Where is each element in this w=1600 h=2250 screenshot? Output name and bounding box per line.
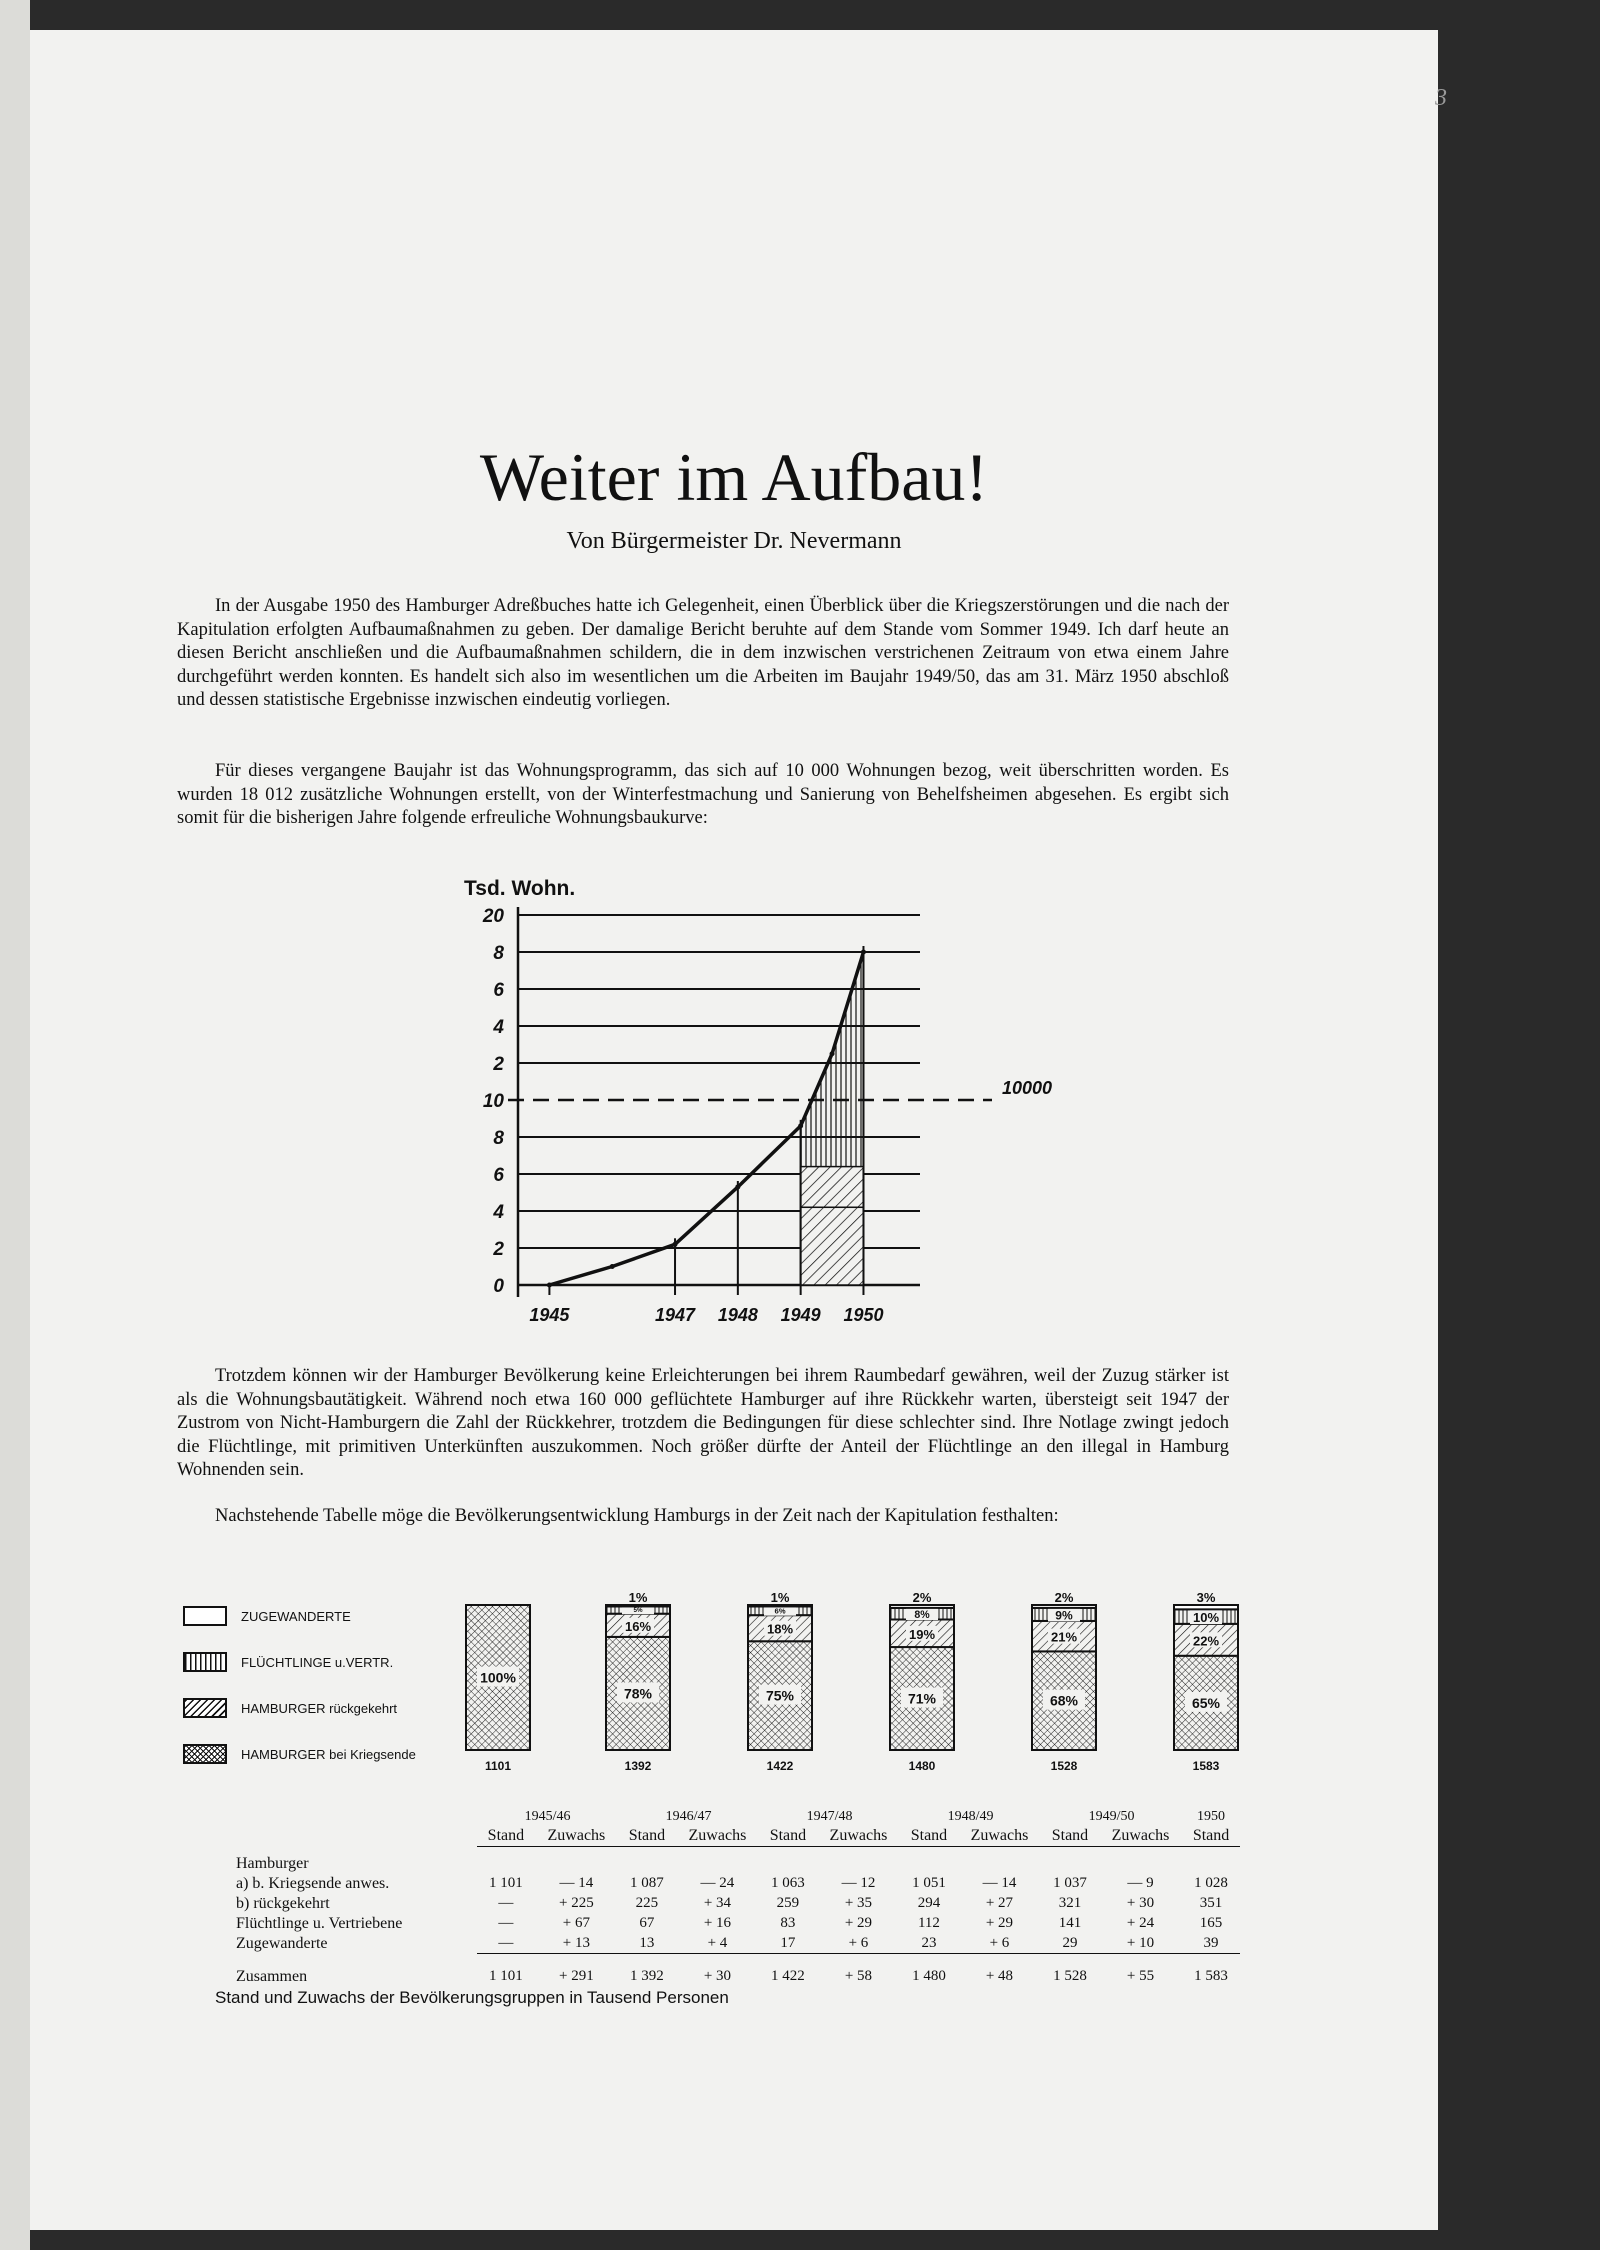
table-cell: 83 [780, 1915, 796, 1931]
table-cell: 141 [1058, 1915, 1082, 1931]
legend-swatch [183, 1744, 227, 1764]
bar-value-label: 22% [1192, 1633, 1220, 1649]
row-label: Zugewanderte [236, 1934, 328, 1952]
bar-value-label: 21% [1050, 1629, 1078, 1645]
table-cell: + 48 [958, 1954, 1041, 1987]
column-header-stand: Stand [477, 1826, 535, 1847]
period-year: 1947/48 [806, 1809, 853, 1824]
table-cell: 17 [780, 1934, 796, 1951]
table-cell: 1 087 [630, 1875, 664, 1891]
table-cell: + 13 [562, 1934, 591, 1951]
bar-value-label: 71% [907, 1690, 937, 1707]
table-row [230, 1847, 1240, 1874]
table-corner [230, 1808, 477, 1826]
table-cell: 1 051 [912, 1875, 946, 1891]
bar-value-label: 78% [623, 1685, 653, 1702]
bar-value-label: 6% [774, 1606, 786, 1616]
bar-category-label: 1392 [624, 1759, 652, 1773]
bar-value-label: 1% [770, 1590, 790, 1605]
table-row [230, 1874, 1240, 1894]
table-cell: + 4 [707, 1934, 728, 1951]
table-cell: + 291 [535, 1954, 618, 1987]
table-cell: + 30 [1126, 1895, 1155, 1911]
table-cell: + 27 [985, 1895, 1014, 1911]
y-tick-label: 6 [493, 1165, 504, 1186]
bar-value-label: 5% [633, 1607, 643, 1615]
table-cell: 39 [1203, 1934, 1219, 1951]
bar-value-label: 68% [1049, 1692, 1079, 1709]
article-byline: Von Bürgermeister Dr. Nevermann [566, 528, 902, 554]
paragraph-2: Für dieses vergangene Baujahr ist das Wohnungsprogramm, das sich auf 10 000 Wohnungen bezog, weit überschritten worden. Es wurden 18 012 zusätzliche Wohnungen erstellt, von der Winterfestmachung und Sanierung von Behelfsheimen abgesehen. Es ergibt sich somit für die bisherigen Jahre folgende erfreuliche Wohnungsbaukurve: [177, 761, 1229, 828]
table-cell: + 29 [985, 1915, 1014, 1931]
bar-value-label: 8% [914, 1609, 930, 1621]
period-year: 1945/46 [524, 1809, 571, 1824]
table-cell: + 34 [703, 1895, 732, 1911]
legend-label: HAMBURGER bei Kriegsende [241, 1746, 416, 1762]
table-cell: 13 [639, 1934, 655, 1951]
table-cell: + 24 [1126, 1915, 1155, 1931]
bar-value-label: 16% [624, 1618, 652, 1634]
column-header-zuwachs: Zuwachs [676, 1826, 759, 1847]
table-cell: 1 037 [1053, 1875, 1087, 1891]
data-point [673, 1242, 678, 1247]
table-cell: 1 101 [489, 1875, 523, 1891]
table-cell: 1 101 [477, 1954, 535, 1987]
y-tick-label: 2 [493, 1239, 504, 1260]
x-tick-label: 1947 [655, 1305, 696, 1325]
table-cell: 67 [639, 1915, 655, 1931]
data-point [830, 1051, 835, 1056]
table-cell: + 225 [559, 1895, 594, 1911]
period-year: 1950 [1197, 1809, 1226, 1824]
table-header-columns [230, 1826, 1240, 1847]
period-year: 1949/50 [1088, 1809, 1135, 1824]
column-header-zuwachs: Zuwachs [817, 1826, 900, 1847]
bar-value-label: 1% [628, 1590, 648, 1605]
table-cell: — [498, 1934, 514, 1951]
row-label: b) rückgekehrt [236, 1894, 330, 1912]
y-tick-label: 6 [493, 980, 504, 1001]
article-title: Weiter im Aufbau! [479, 439, 989, 515]
table-cell: 1 063 [771, 1875, 805, 1891]
bar-value-label: 3% [1196, 1590, 1216, 1605]
legend-label: FLÜCHTLINGE u.VERTR. [241, 1654, 394, 1670]
y-tick-label: 10 [482, 1091, 504, 1112]
table-cell: + 58 [817, 1954, 900, 1987]
bar-segment [606, 1605, 670, 1606]
legend-swatch [183, 1698, 227, 1718]
column-header-zuwachs: Zuwachs [1099, 1826, 1182, 1847]
bar-value-label: 65% [1191, 1694, 1221, 1711]
x-tick-label: 1945 [529, 1305, 570, 1325]
legend-item-kriegsende [183, 1731, 463, 1777]
x-tick-label: 1948 [717, 1305, 758, 1325]
bar-value-label: 10% [1192, 1610, 1220, 1626]
table-cell: 23 [921, 1934, 937, 1951]
reference-line-label: 10000 [1002, 1078, 1053, 1098]
data-point [735, 1184, 740, 1189]
table-cell: + 10 [1126, 1934, 1155, 1951]
paragraph-3: Trotzdem können wir der Hamburger Bevölkerung keine Erleichterungen bei ihrem Raumbedarf gewähren, weil der Zuzug stärker ist als die Wohnungsbautätigkeit. Während noch etwa 160 000 geflüchtete Hamburger auf ihre Rückkehr warten, übersteigt seit 1947 der Zustrom von Nicht-Hamburgern die Zahl der Rückkehrer, trotzdem die Bedingungen für diese schlechter sind. Ihre Notlage zwingt jedoch die Flüchtlinge, mit primitiven Unterkünften auszukommen. Noch größer dürfte der Anteil der Flüchtlinge an den illegal in Hamburg Wohnenden sein. [177, 1366, 1229, 1480]
legend-item-fluechtlinge [183, 1639, 463, 1685]
table-cell: 165 [1199, 1915, 1223, 1931]
bar-category-label: 1528 [1050, 1759, 1078, 1773]
table-cell: — [498, 1895, 514, 1911]
bar-value-label: 75% [765, 1687, 795, 1704]
table-cell: + 67 [562, 1915, 591, 1931]
legend-swatch [183, 1652, 227, 1672]
x-tick-label: 1949 [780, 1305, 821, 1325]
table-cell: — 14 [982, 1875, 1017, 1891]
document-page [30, 30, 1447, 2230]
table-cell: 321 [1058, 1895, 1082, 1911]
table-total-row [230, 1954, 1240, 1987]
y-tick-label: 20 [482, 906, 504, 927]
y-tick-label: 0 [493, 1276, 504, 1297]
table-cell: 112 [917, 1915, 940, 1931]
table-cell: 225 [635, 1895, 659, 1911]
table-cell: 351 [1199, 1895, 1223, 1911]
table-cell: + 6 [989, 1934, 1010, 1951]
table-cell: + 55 [1099, 1954, 1182, 1987]
table-cell: 259 [776, 1895, 800, 1911]
bar-value-label: 2% [912, 1590, 932, 1605]
table-cell: 1 028 [1194, 1875, 1228, 1891]
population-bar-chart [450, 1585, 1280, 1785]
column-header-zuwachs: Zuwachs [535, 1826, 618, 1847]
y-axis-title: Tsd. Wohn. [464, 877, 576, 900]
table-cell: 294 [917, 1895, 941, 1911]
bar-value-label: 9% [1055, 1608, 1073, 1623]
bar-segment [1174, 1605, 1238, 1609]
table-header-years [230, 1808, 1240, 1826]
table-cell: — [498, 1915, 514, 1931]
bar-segment [890, 1605, 954, 1608]
bar-value-label: 2% [1054, 1590, 1074, 1605]
table-cell: + 16 [703, 1915, 732, 1931]
table-row [230, 1914, 1240, 1934]
y-tick-label: 8 [493, 1128, 504, 1149]
table-cell: 1 480 [900, 1954, 958, 1987]
bar-category-label: 1583 [1192, 1759, 1220, 1773]
table-cell: + 35 [844, 1895, 873, 1911]
table-cell: + 6 [848, 1934, 869, 1951]
paragraph-1: In der Ausgabe 1950 des Hamburger Adreßbuches hatte ich Gelegenheit, einen Überblick über die Kriegszerstörungen und die nach der Kapitulation erfolgten Aufbaumaßnahmen zu geben. Der damalige Bericht beruhte auf dem Stande vom Sommer 1949. Ich darf heute an diesen Bericht anschließen und die Aufbaumaßnahmen schildern, die in dem inzwischen verstrichenen Zeitraum von etwa einem Jahre durchgeführt werden konnten. Es handelt sich also im wesentlichen um die Arbeiten im Baujahr 1949/50, das am 31. März 1950 abschloß und dessen statistische Ergebnisse inzwischen eindeutig vorliegen. [177, 596, 1229, 710]
x-tick-label: 1950 [843, 1305, 884, 1325]
population-legend [183, 1593, 463, 1777]
period-year: 1946/47 [665, 1809, 712, 1824]
table-row [230, 1894, 1240, 1914]
column-header-zuwachs: Zuwachs [958, 1826, 1041, 1847]
column-header-stand: Stand [759, 1826, 817, 1847]
y-tick-label: 2 [493, 1054, 504, 1075]
legend-label: HAMBURGER rückgekehrt [241, 1700, 398, 1716]
table-cell: + 29 [844, 1915, 873, 1931]
bar-value-label: 18% [766, 1621, 794, 1637]
table-cell: 29 [1062, 1934, 1078, 1951]
row-label: a) b. Kriegsende anwes. [236, 1874, 390, 1892]
table-caption: Stand und Zuwachs der Bevölkerungsgruppen in Tausend Personen [215, 1988, 729, 2007]
y-tick-label: 4 [493, 1202, 504, 1223]
housing-curve-chart [430, 865, 1070, 1335]
table-cell: — 24 [700, 1875, 735, 1891]
table-row [230, 1934, 1240, 1954]
bar-value-label: 100% [480, 1669, 516, 1686]
bar-segment [1032, 1605, 1096, 1608]
y-tick-label: 4 [493, 1017, 504, 1038]
y-tick-label: 8 [493, 943, 504, 964]
column-header-stand: Stand [900, 1826, 958, 1847]
table-cell: — 9 [1127, 1875, 1154, 1891]
group-label: Hamburger [236, 1854, 309, 1872]
legend-item-rueckgekehrt [183, 1685, 463, 1731]
bar-segment [748, 1605, 812, 1606]
data-point [798, 1123, 803, 1128]
population-table [230, 1808, 1240, 1987]
legend-swatch [183, 1606, 227, 1626]
bar-category-label: 1422 [766, 1759, 794, 1773]
table-cell: 1 528 [1041, 1954, 1099, 1987]
table-cell: 1 583 [1182, 1954, 1240, 1987]
table-body [230, 1847, 1240, 1987]
paragraph-4: Nachstehende Tabelle möge die Bevölkerungsentwicklung Hamburgs in der Zeit nach der Kapitulation festhalten: [215, 1506, 1059, 1526]
table-cell: + 30 [676, 1954, 759, 1987]
bar-category-label: 1101 [484, 1759, 512, 1773]
table-cell: — 14 [559, 1875, 594, 1891]
column-header-stand: Stand [1041, 1826, 1099, 1847]
table-cell: 1 392 [618, 1954, 676, 1987]
table-corner [230, 1826, 477, 1847]
column-header-stand: Stand [618, 1826, 676, 1847]
row-label: Flüchtlinge u. Vertriebene [236, 1914, 403, 1932]
legend-label: ZUGEWANDERTE [241, 1608, 351, 1624]
table-cell: 1 422 [759, 1954, 817, 1987]
data-point [861, 950, 866, 955]
bar-category-label: 1480 [908, 1759, 936, 1773]
period-year: 1948/49 [947, 1809, 994, 1824]
table-cell: — 12 [841, 1875, 876, 1891]
column-header-stand: Stand [1182, 1826, 1240, 1847]
area-band-upper-hatch [801, 1167, 864, 1208]
row-label: Zusammen [236, 1967, 308, 1985]
page-number: 3 [1435, 85, 1447, 111]
legend-item-zugewanderte [183, 1593, 463, 1639]
bar-value-label: 19% [908, 1626, 936, 1642]
binding-edge [0, 0, 30, 2250]
data-point [610, 1264, 615, 1269]
area-band-lower-hatch [801, 1207, 864, 1285]
